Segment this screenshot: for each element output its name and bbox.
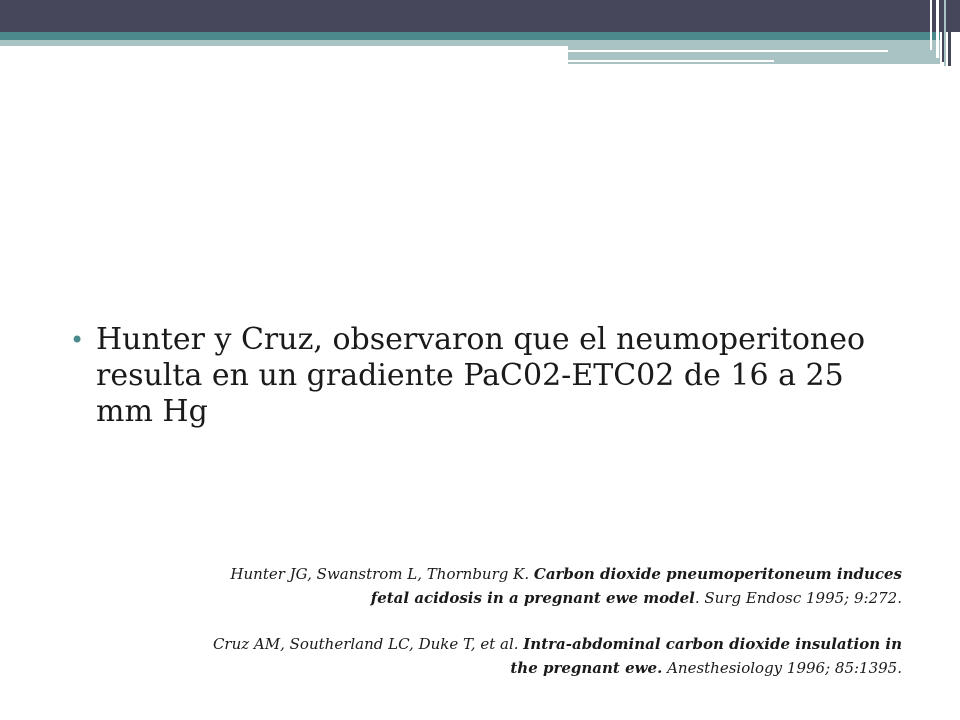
band-dark-stripe: [0, 0, 960, 32]
reference-authors: Hunter JG, Swanstrom L, Thornburg K.: [230, 565, 534, 583]
vertical-accent-bar: [930, 0, 932, 50]
reference-source: . Surg Endosc 1995; 9:272.: [694, 589, 902, 607]
reference-title: Intra-abdominal carbon dioxide insulation in the pregnant ewe.: [510, 635, 902, 677]
bullet-text: Hunter y Cruz, observaron que el neumoperitoneo resulta en un gradiente PaC02-ETC02 de 16 a 25 mm Hg: [96, 322, 866, 429]
reference-title: Carbon dioxide pneumoperitoneum induces fetal acidosis in a pregnant ewe model: [370, 565, 902, 607]
band-teal-stripe: [0, 32, 940, 40]
vertical-accent-bar: [944, 0, 946, 66]
reference-item: [202, 562, 902, 610]
references: [202, 562, 902, 702]
reference-authors: Cruz AM, Southerland LC, Duke T, et al.: [212, 635, 524, 653]
bullet-icon: •: [70, 326, 85, 354]
reference-item: [202, 632, 902, 680]
reference-source: Anesthesiology 1996; 85:1395.: [662, 659, 902, 677]
bullet-item: [70, 322, 910, 430]
band-white-line: [568, 50, 888, 52]
band-white-line-short: [568, 60, 774, 62]
slide-body: [70, 322, 910, 430]
vertical-accent-bar: [948, 0, 951, 66]
vertical-accent-bar: [936, 0, 939, 58]
